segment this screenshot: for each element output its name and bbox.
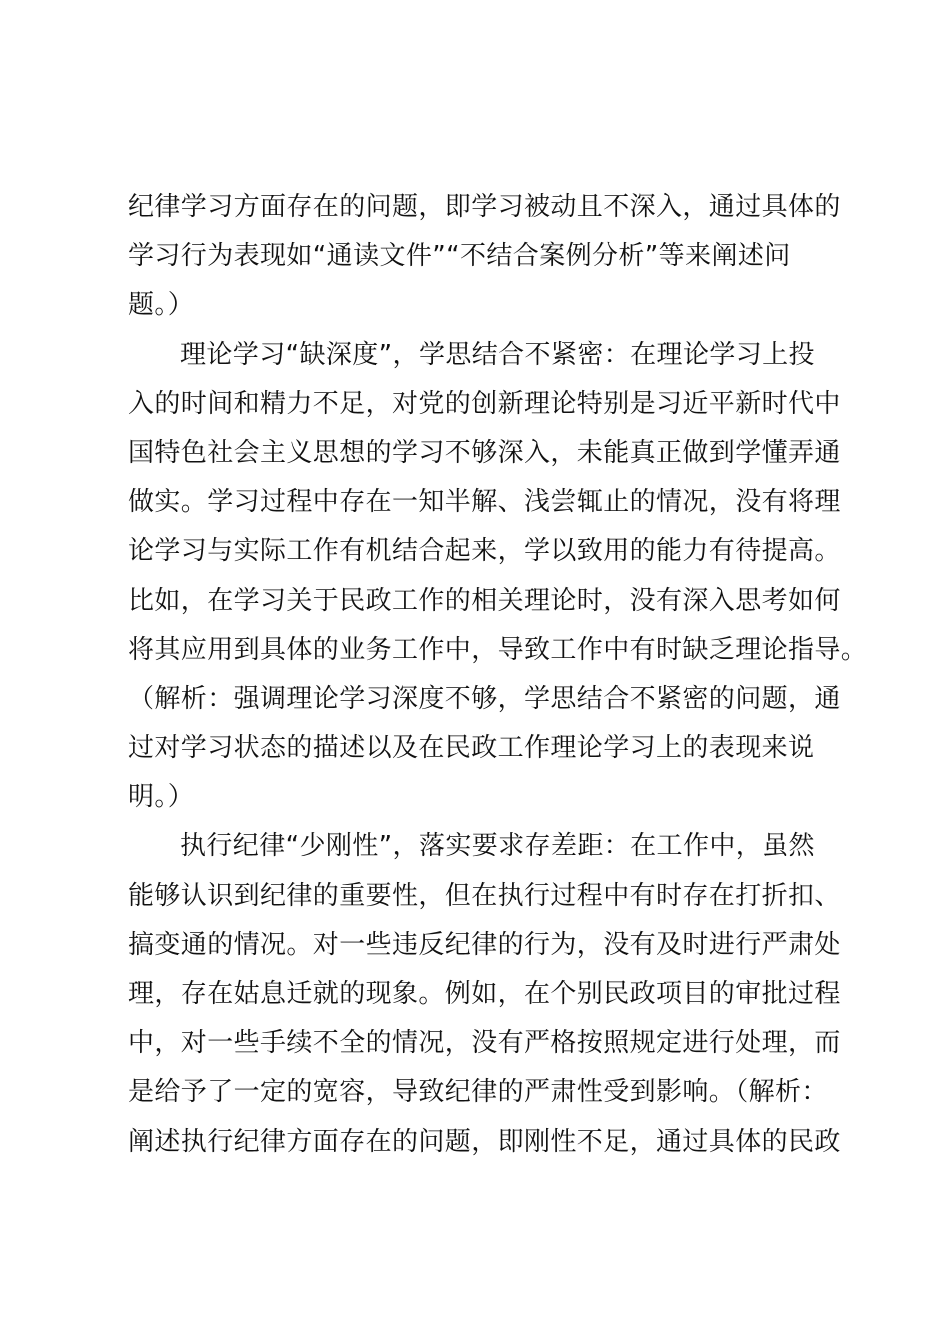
text-line: 阐述执行纪律方面存在的问题，即刚性不足，通过具体的民政 (128, 1126, 841, 1157)
text-line: 比如，在学习关于民政工作的相关理论时，没有深入思考如何 (128, 585, 841, 616)
text-line: 中，对一些手续不全的情况，没有严格按照规定进行处理，而 (128, 1028, 841, 1059)
text-line: 纪律学习方面存在的问题，即学习被动且不深入，通过具体的 (128, 192, 841, 222)
text-line: 题。） (128, 290, 195, 321)
text-line: 是给予了一定的宽容，导致纪律的严肃性受到影响。（解析： (128, 1077, 828, 1108)
text-line: 国特色社会主义思想的学习不够深入，未能真正做到学懂弄通 (128, 437, 841, 468)
text-line: （解析：强调理论学习深度不够，学思结合不紧密的问题，通 (128, 683, 841, 714)
body-text (128, 183, 868, 1167)
paragraph-start-line: 理论学习“缺深度”，学思结合不紧密：在理论学习上投 (180, 339, 815, 370)
text-line: 理，存在姑息迁就的现象。例如，在个别民政项目的审批过程 (128, 979, 841, 1009)
text-line: 搞变通的情况。对一些违反纪律的行为，没有及时进行严肃处 (128, 929, 841, 960)
text-line: 入的时间和精力不足，对党的创新理论特别是习近平新时代中 (128, 388, 841, 419)
text-line: 能够认识到纪律的重要性，但在执行过程中有时存在打折扣、 (128, 880, 841, 911)
text-line: 过对学习状态的描述以及在民政工作理论学习上的表现来说 (128, 733, 815, 764)
paragraph-start-line: 执行纪律“少刚性”，落实要求存差距：在工作中，虽然 (180, 831, 815, 862)
text-line: 做实。学习过程中存在一知半解、浅尝辄止的情况，没有将理 (128, 487, 841, 518)
text-line: 将其应用到具体的业务工作中，导致工作中有时缺乏理论指导。 (128, 634, 868, 665)
text-line: 明。） (128, 782, 195, 813)
text-line: 论学习与实际工作有机结合起来，学以致用的能力有待提高。 (128, 536, 841, 567)
text-line: 学习行为表现如“通读文件”“不结合案例分析”等来阐述问 (128, 241, 791, 272)
